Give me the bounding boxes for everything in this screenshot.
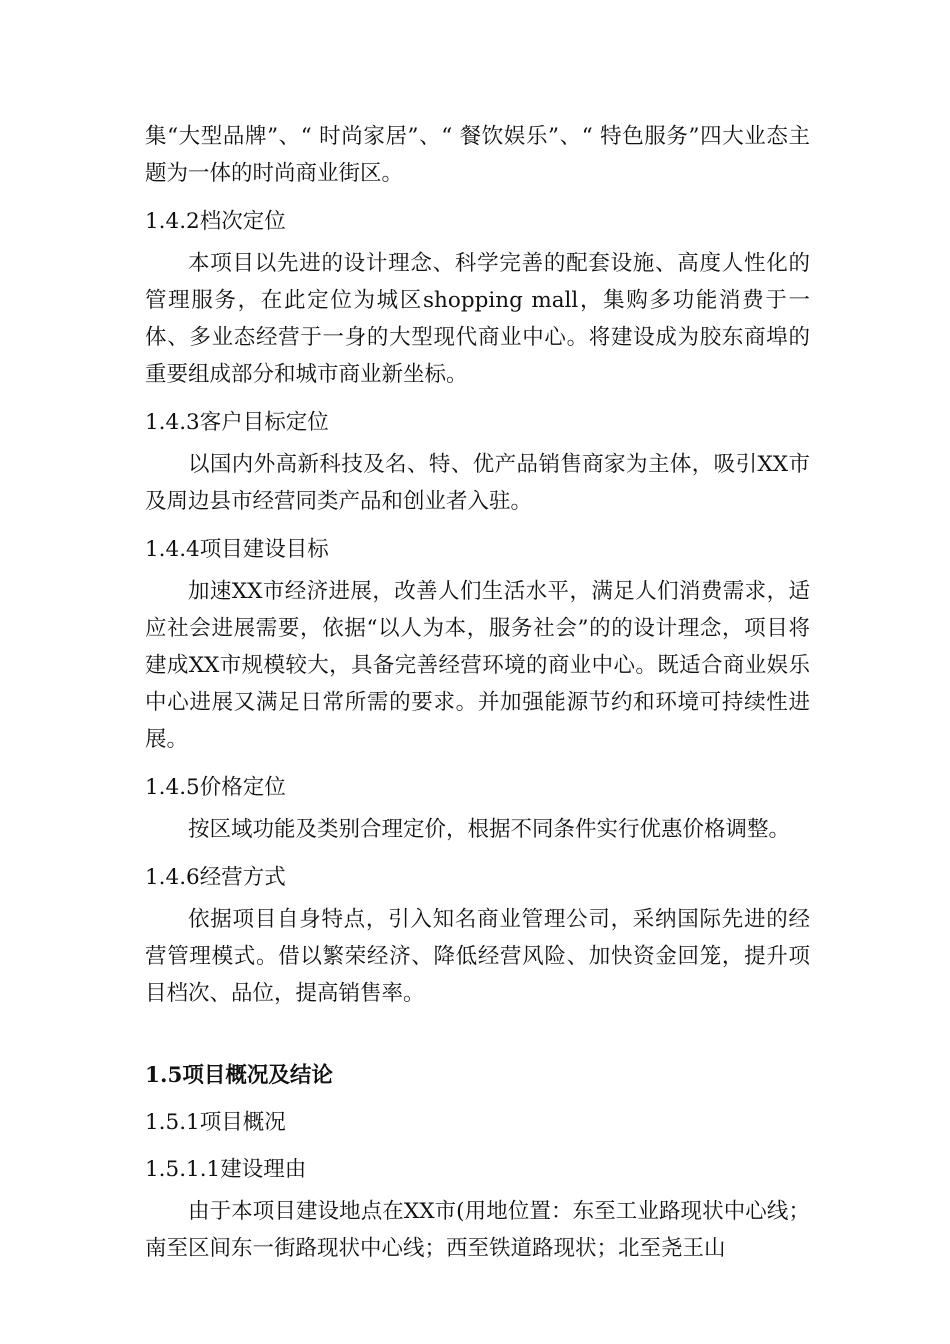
paragraph-1-4-4: 加速XX市经济进展，改善人们生活水平，满足人们消费需求，适应社会进展需要，依据“以人为本，服务社会”的的设计理念，项目将建成XX市规模较大，具备完善经营环境的商业中心。既适合商业娱乐中心进展又满足日常所需的要求。并加强能源节约和环境可持续性进展。 bbox=[145, 579, 810, 752]
document-page bbox=[145, 118, 810, 1267]
paragraph-1-5-1-1: 由于本项目建设地点在XX市(用地位置：东至工业路现状中心线；南至区间东一街路现状中心线；西至铁道路现状；北至尧王山 bbox=[145, 1199, 810, 1261]
section-heading-1-5: 1.5项目概况及结论 bbox=[145, 1063, 333, 1088]
heading-1-4-2: 1.4.2档次定位 bbox=[145, 209, 286, 234]
paragraph-1-4-2: 本项目以先进的设计理念、科学完善的配套设施、高度人性化的管理服务，在此定位为城区shopping mall，集购多功能消费于一体、多业态经营于一身的大型现代商业中心。将建设成为胶东商埠的重要组成部分和城市商业新坐标。 bbox=[145, 251, 810, 387]
heading-1-4-4: 1.4.4项目建设目标 bbox=[145, 537, 329, 562]
paragraph-1-4-5: 按区域功能及类别合理定价，根据不同条件实行优惠价格调整。 bbox=[188, 817, 791, 842]
heading-1-5-1-1: 1.5.1.1建设理由 bbox=[145, 1157, 307, 1182]
paragraph-1-4-6: 依据项目自身特点，引入知名商业管理公司，采纳国际先进的经营管理模式。借以繁荣经济、降低经营风险、加快资金回笼，提升项目档次、品位，提高销售率。 bbox=[145, 907, 810, 1006]
intro-paragraph: 集“大型品牌”、“ 时尚家居”、“ 餐饮娱乐”、“ 特色服务”四大业态主题为一体的时尚商业街区。 bbox=[145, 124, 810, 186]
heading-1-4-3: 1.4.3客户目标定位 bbox=[145, 410, 329, 435]
heading-1-4-5: 1.4.5价格定位 bbox=[145, 775, 286, 800]
heading-1-5-1: 1.5.1项目概况 bbox=[145, 1110, 286, 1135]
paragraph-1-4-3: 以国内外高新科技及名、特、优产品销售商家为主体，吸引XX市及周边县市经营同类产品和创业者入驻。 bbox=[145, 452, 810, 514]
heading-1-4-6: 1.4.6经营方式 bbox=[145, 865, 286, 890]
